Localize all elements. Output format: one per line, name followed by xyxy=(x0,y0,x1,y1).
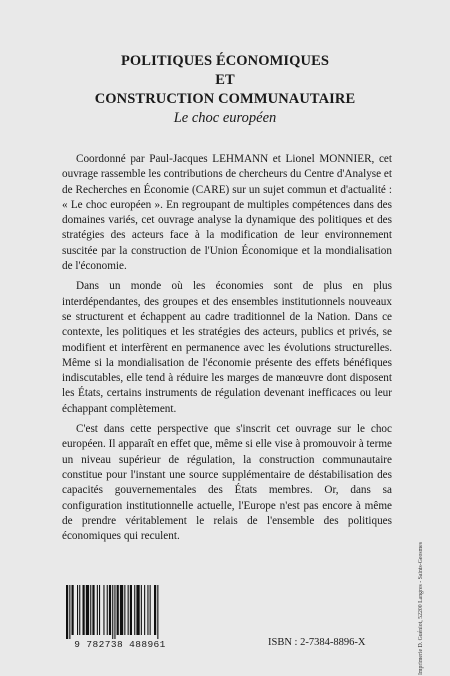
barcode-bar xyxy=(128,585,129,635)
barcode-bar xyxy=(147,585,148,635)
barcode-bar xyxy=(83,585,85,635)
paragraph-2: Dans un monde où les économies sont de plus en plus interdépendantes, des groupes et des ensembles institutionnels nouveaux se structurent et échappent au cadre traditionnel de la Nation. Dans ce contexte, les politiques et les stratégies des acteurs, publics et privés, se modifient et interfèrent en permanence avec les évolutions structurelles. Même si la mondialisation de l'économie présente des effets bénéfiques indiscutables, elle tend à réduire les marges de manœuvre dont disposent les États, certains instruments de régulation devenant inefficaces ou leur échappant complètement. xyxy=(62,280,392,415)
barcode-bar xyxy=(117,585,119,635)
barcode-bar xyxy=(130,585,132,635)
barcode-bar xyxy=(120,585,123,635)
blurb xyxy=(62,152,392,549)
barcode-bar xyxy=(150,585,151,635)
barcode-bar xyxy=(99,585,100,635)
title-block xyxy=(0,52,450,128)
barcode-bar xyxy=(79,585,80,635)
barcode xyxy=(60,585,180,655)
barcode-bar xyxy=(144,585,145,635)
barcode-bar xyxy=(124,585,125,635)
barcode-bar xyxy=(134,585,135,635)
barcode-bar xyxy=(77,585,78,635)
paragraph-1: Coordonné par Paul-Jacques LEHMANN et Lionel MONNIER, cet ouvrage rassemble les contributions de chercheurs du Centre d'Analyse et de Recherches en Économie (CARE) sur un sujet commun et d'actualité : « Le choc européen ». En regroupant de multiples compétences dans des domaines variés, cet ouvrage analyse la dynamique des politiques et des stratégies des acteurs face à la modification de leur environnement suscitée par la construction de l'Union Économique et la mondialisation de l'économie. xyxy=(62,153,392,273)
barcode-bar xyxy=(114,585,115,639)
barcode-bar xyxy=(154,585,156,635)
barcode-bars xyxy=(60,585,180,639)
barcode-bar xyxy=(136,585,139,635)
barcode-bar xyxy=(141,585,142,635)
title-line-1: POLITIQUES ÉCONOMIQUES xyxy=(120,53,330,69)
barcode-bar xyxy=(92,585,94,635)
barcode-bar xyxy=(107,585,108,635)
barcode-bar xyxy=(86,585,89,635)
barcode-bar xyxy=(157,585,158,639)
paragraph-3: C'est dans cette perspective que s'inscrit cet ouvrage sur le choc européen. Il apparaît en effet que, même si elle vise à promouvoir à terme un niveau supérieur de régulation, la construction communautaire constitue pour l'instant une source supplémentaire de déstabilisation des capacités gouvernementales des États membres. Or, dans sa configuration institutionnelle actuelle, l'Europe n'est pas encore à même de prendre véritablement le relais de l'ensemble des politiques économiques qui reculent. xyxy=(62,423,392,543)
barcode-bar xyxy=(66,585,68,639)
barcode-bar xyxy=(90,585,91,635)
barcode-bar xyxy=(97,585,98,635)
barcode-bar xyxy=(72,585,74,635)
printer-note: Imprimerie D. Guéniot, 52200 Langres - Saints-Geosmes xyxy=(418,542,424,675)
barcode-bar xyxy=(69,585,70,639)
isbn: ISBN : 2-7384-8896-X xyxy=(268,637,366,648)
barcode-digits: 9 782738 488961 xyxy=(74,639,166,650)
title-line-2: ET xyxy=(215,72,235,88)
title-line-3: CONSTRUCTION COMMUNAUTAIRE xyxy=(94,91,356,107)
barcode-bar xyxy=(109,585,111,635)
barcode-bar xyxy=(112,585,113,639)
barcode-bar xyxy=(103,585,104,635)
subtitle: Le choc européen xyxy=(173,110,277,126)
